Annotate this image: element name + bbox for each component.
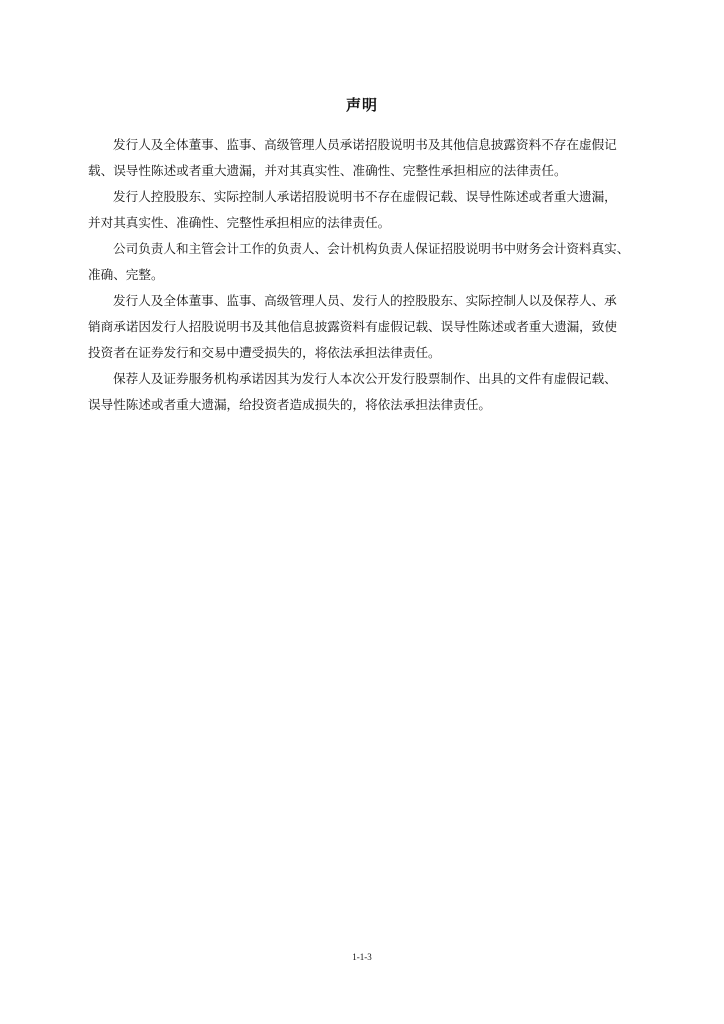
paragraph-4-line-2: 销商承诺因发行人招股说明书及其他信息披露资料有虚假记载、误导性陈述或者重大遗漏，致使 <box>88 319 617 334</box>
paragraph-1-line-1: 发行人及全体董事、监事、高级管理人员承诺招股说明书及其他信息披露资料不存在虚假记 <box>113 137 617 152</box>
paragraph-5-line-1: 保荐人及证券服务机构承诺因其为发行人本次公开发行股票制作、出具的文件有虚假记载、 <box>113 371 617 386</box>
page-title: 声明 <box>345 96 378 114</box>
paragraph-4-line-1: 发行人及全体董事、监事、高级管理人员、发行人的控股股东、实际控制人以及保荐人、承 <box>113 293 617 308</box>
paragraph-2-line-2: 并对其真实性、准确性、完整性承担相应的法律责任。 <box>88 215 391 230</box>
paragraph-4-line-3: 投资者在证券发行和交易中遭受损失的，将依法承担法律责任。 <box>88 345 441 360</box>
paragraph-3-line-1: 公司负责人和主管会计工作的负责人、会计机构负责人保证招股说明书中财务会计资料真实、 <box>113 241 630 256</box>
page-number: 1-1-3 <box>352 952 372 962</box>
declaration-body <box>88 132 648 418</box>
paragraph-1-line-2: 载、误导性陈述或者重大遗漏，并对其真实性、准确性、完整性承担相应的法律责任。 <box>88 163 567 178</box>
paragraph-3-line-2: 准确、完整。 <box>88 267 164 282</box>
paragraph-2-line-1: 发行人控股股东、实际控制人承诺招股说明书不存在虚假记载、误导性陈述或者重大遗漏， <box>113 189 617 204</box>
paragraph-5-line-2: 误导性陈述或者重大遗漏，给投资者造成损失的，将依法承担法律责任。 <box>88 397 491 412</box>
